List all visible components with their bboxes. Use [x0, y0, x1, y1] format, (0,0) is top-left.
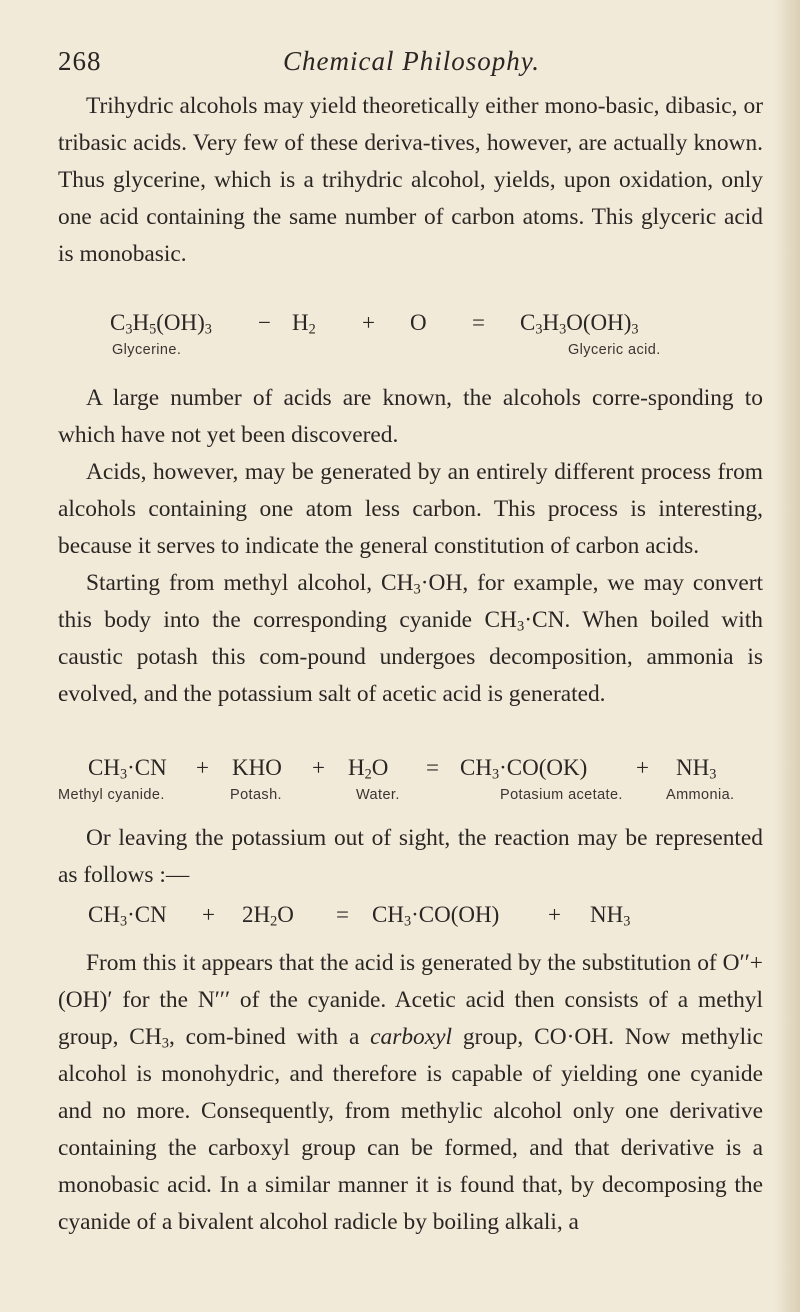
- operator-equals: =: [472, 310, 485, 335]
- paragraph-methyl-alcohol: Starting from methyl alcohol, $CH_3\cdot OH$, for example, we may convert this body into the corresponding cyanide $CH_3\cdot CN$. When boiled with caustic potash this com-pound undergoes decomposition, ammonia is evolved, and the potassium salt of acetic acid is generated.: [58, 570, 763, 707]
- equation-water: $2H_2O$: [242, 902, 294, 930]
- caption-methyl-cyanide: Methyl cyanide.: [58, 787, 165, 803]
- operator-equals: =: [426, 755, 439, 780]
- caption-water: Water.: [356, 787, 400, 803]
- paragraph-trihydric: Trihydric alcohols may yield theoretically either mono-basic, dibasic, or tribasic acids. Very few of these deriva-tives, however, are actually known. Thus glycerine, which is a trihydric alcohol, yields, upon oxidation, only one acid containing the same number of carbon atoms. This glyceric acid is monobasic.: [58, 93, 763, 267]
- equation-potassium-acetate: $CH_3\cdot CO(OK)$: [460, 755, 588, 783]
- equation-ammonia: $NH_3$: [590, 902, 631, 930]
- equation-methyl-cyanide: $CH_3\cdot CN$: [88, 902, 167, 930]
- paragraph-leaving-potassium: Or leaving the potassium out of sight, the reaction may be represented as follows :—: [58, 825, 763, 888]
- equation-methyl-cyanide: $CH_3\cdot CN$: [88, 755, 167, 783]
- paragraph-from-this: From this it appears that the acid is generated by the substitution of O′′+(OH)′ for the N′′′ of the cyanide. Acetic acid then consists of a methyl group, $CH_3$, com-bined with a carboxyl group, CO·OH. Now methylic alcohol is monohydric, and therefore is capable of yielding one cyanide and no more. Consequently, from methylic alcohol only one derivative containing the carboxyl group can be formed, and that derivative is a monobasic acid. In a similar manner it is found that, by decomposing the cyanide of a bivalent alcohol radicle by boiling alkali, a: [58, 950, 763, 1235]
- equation-potash: KHO: [232, 755, 282, 780]
- equation-glycerine-h2: $H_2$: [292, 310, 316, 338]
- paragraph-acids-generated: Acids, however, may be generated by an entirely different process from alcohols containing one atom less carbon. This process is interesting, because it serves to indicate the general constitution of carbon acids.: [58, 459, 763, 559]
- caption-ammonia: Ammonia.: [666, 787, 735, 803]
- equation-ammonia: $NH_3$: [676, 755, 717, 783]
- operator-plus: +: [636, 755, 649, 780]
- page-header: [58, 46, 748, 86]
- caption-potash: Potash.: [230, 787, 282, 803]
- caption-potasium-acetate: Potasium acetate.: [500, 787, 623, 803]
- italic-carboxyl: carboxyl: [370, 1024, 453, 1050]
- operator-plus: +: [548, 902, 561, 927]
- operator-minus: −: [258, 310, 271, 335]
- page-edge-shadow: [774, 0, 800, 1312]
- operator-plus: +: [312, 755, 325, 780]
- equation-acetic-acid-product: $CH_3\cdot CO(OH)$: [372, 902, 500, 930]
- equation-glycerine-rhs: $C_3H_3O(OH)_3$: [520, 310, 639, 338]
- running-title: Chemical Philosophy.: [283, 46, 540, 76]
- caption-glyceric-acid: Glyceric acid.: [568, 342, 661, 358]
- operator-equals: =: [336, 902, 349, 927]
- caption-glycerine: Glycerine.: [112, 342, 182, 358]
- operator-plus: +: [196, 755, 209, 780]
- equation-glycerine-o: O: [410, 310, 427, 335]
- operator-plus: +: [362, 310, 375, 335]
- equation-water: $H_2O$: [348, 755, 389, 783]
- page-number: 268: [58, 46, 102, 76]
- paragraph-large-number: A large number of acids are known, the alcohols corre-sponding to which have not yet been discovered.: [58, 385, 763, 448]
- operator-plus: +: [202, 902, 215, 927]
- equation-glycerine-lhs: $C_3H_5(OH)_3$: [110, 310, 212, 338]
